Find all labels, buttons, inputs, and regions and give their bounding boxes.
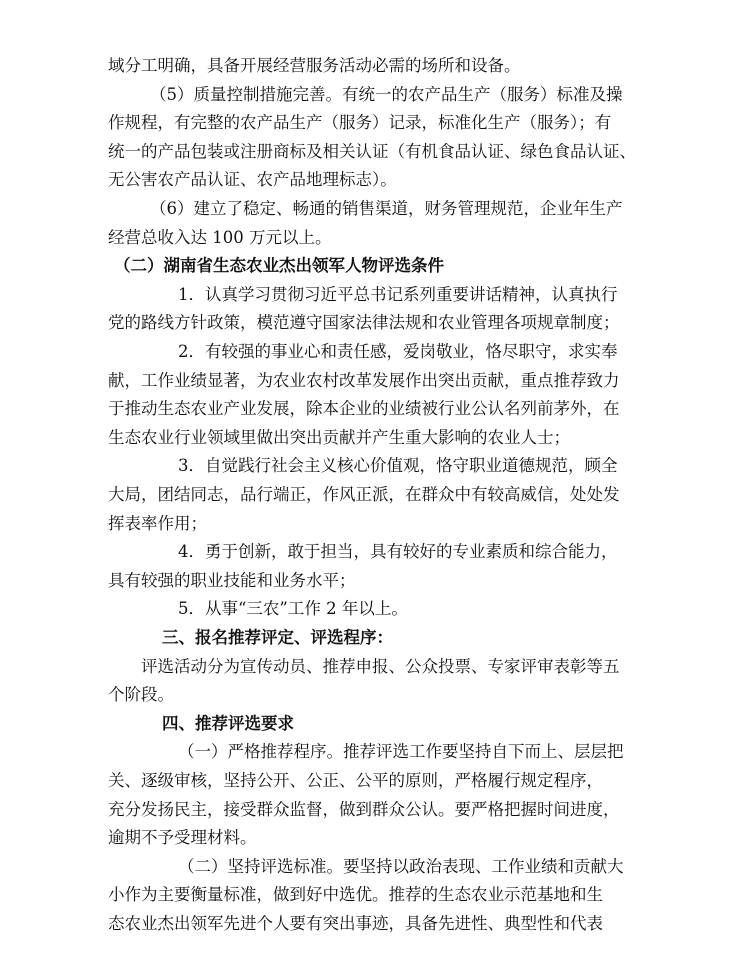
body-line: 3．自觉践行社会主义核心价值观，恪守职业道德规范，顾全 xyxy=(178,456,618,475)
section-heading: （二）湖南省生态农业杰出领军人物评选条件 xyxy=(114,256,444,275)
body-line: 2．有较强的事业心和责任感，爱岗敬业，恪尽职守，求实奉 xyxy=(178,342,618,361)
body-line: 个阶段。 xyxy=(108,685,174,704)
body-line: 域分工明确，具备开展经营服务活动必需的场所和设备。 xyxy=(108,56,521,75)
body-line: 1．认真学习贯彻习近平总书记系列重要讲话精神，认真执行 xyxy=(178,285,618,304)
body-line: 评选活动分为宣传动员、推荐申报、公众投票、专家评审表彰等五 xyxy=(141,657,620,676)
body-line: 党的路线方针政策，模范遵守国家法律法规和农业管理各项规章制度； xyxy=(108,313,620,332)
body-line: 献，工作业绩显著，为农业农村改革发展作出突出贡献，重点推荐致力 xyxy=(108,371,620,390)
body-line: 5．从事“三农”工作 2 年以上。 xyxy=(178,599,408,618)
body-line: 无公害农产品认证、农产品地理标志）。 xyxy=(108,170,397,189)
body-line: （5）质量控制措施完善。有统一的农产品生产（服务）标准及操 xyxy=(150,85,623,104)
body-line: 于推动生态农业产业发展，除本企业的业绩被行业公认名列前茅外，在 xyxy=(108,399,620,418)
body-line: （6）建立了稳定、畅通的销售渠道，财务管理规范，企业年生产 xyxy=(150,199,623,218)
body-line: 具有较强的职业技能和业务水平； xyxy=(108,571,356,590)
section-heading: 三、报名推荐评定、评选程序： xyxy=(162,628,393,647)
body-line: 充分发扬民主，接受群众监督，做到群众公认。要严格把握时间进度， xyxy=(108,800,620,819)
body-line: 逾期不予受理材料。 xyxy=(108,828,257,847)
body-line: 大局，团结同志，品行端正，作风正派，在群众中有较高威信，处处发 xyxy=(108,485,620,504)
section-heading: 四、推荐评选要求 xyxy=(162,714,294,733)
body-line: 经营总收入达 100 万元以上。 xyxy=(108,228,332,247)
body-line: 作规程，有完整的农产品生产（服务）记录，标准化生产（服务）；有 xyxy=(108,113,612,132)
body-line: 生态农业行业领域里做出突出贡献并产生重大影响的农业人士； xyxy=(108,428,570,447)
body-line: 4．勇于创新，敢于担当，具有较好的专业素质和综合能力， xyxy=(178,542,618,561)
body-line: 小作为主要衡量标准，做到好中选优。推荐的生态农业示范基地和生 xyxy=(108,885,603,904)
body-line: 态农业杰出领军先进个人要有突出事迹，具备先进性、典型性和代表 xyxy=(108,914,603,933)
body-line: （一）严格推荐程序。推荐评选工作要坚持自下而上、层层把 xyxy=(178,742,624,761)
body-line: 统一的产品包装或注册商标及相关认证（有机食品认证、绿色食品认证、 xyxy=(108,142,636,161)
body-line: 挥表率作用； xyxy=(108,514,207,533)
body-line: （二）坚持评选标准。要坚持以政治表现、工作业绩和贡献大 xyxy=(178,857,624,876)
body-line: 关、逐级审核，坚持公开、公正、公平的原则，严格履行规定程序， xyxy=(108,771,603,790)
